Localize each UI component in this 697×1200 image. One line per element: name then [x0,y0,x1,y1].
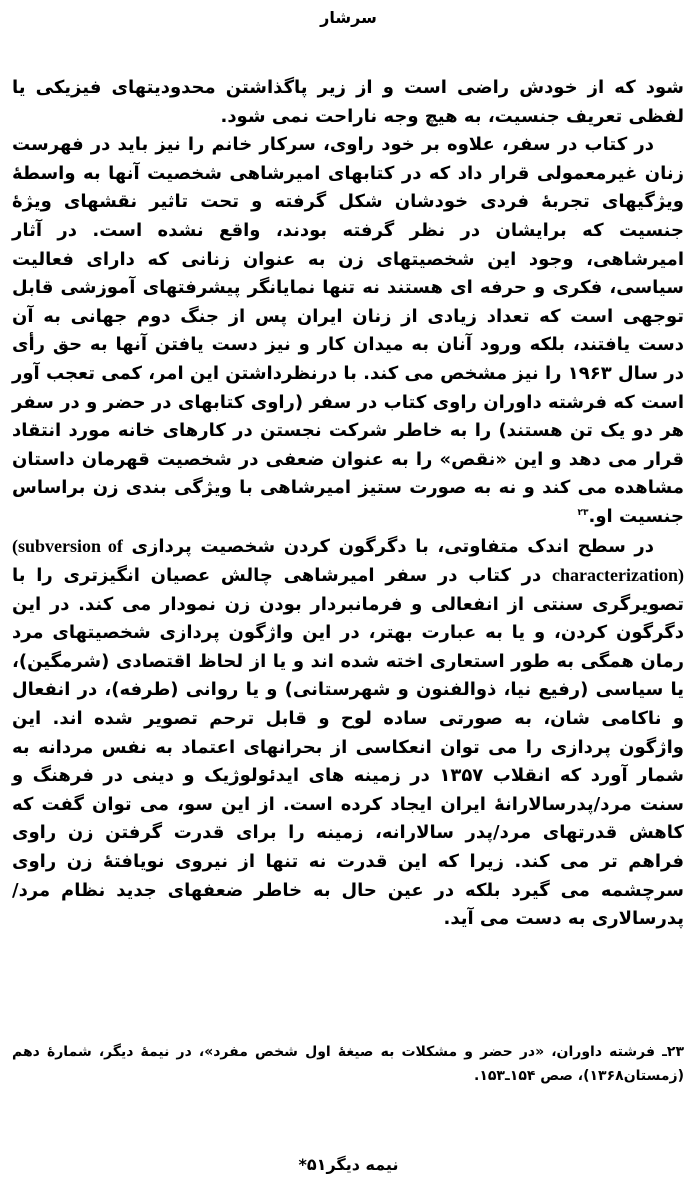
paragraph-1-text: شود که از خودش راضی است و از زیر پاگذاشتن محدودیتهای فیزیکی یا لفظی تعریف جنسیت، به هیچ وجه ناراحت نمی شود. [12,77,684,127]
footnote-23: ۲۳ـ فرشته داوران، «در حضر و مشکلات به صیغهٔ اول شخص مفرد»، در نیمهٔ دیگر، شمارهٔ دهم (زمستان۱۳۶۸)، صص ۱۵۴ـ۱۵۳. [12,1044,684,1084]
paragraph-2-text: در کتاب در سفر، علاوه بر خود راوی، سرکار خانم را نیز باید در فهرست زنان غیرمعمولی قرار داد که در کتابهای امیرشاهی شخصیت آنها به واسطهٔ ویژگیهای تجربهٔ فردی خودشان شکل گرفته و تحت تاثیر نقشهای ویژهٔ جنسیت که برایشان در نظر گرفته بودند، واقع نشده است. در آثار امیرشاهی، وجود این شخصیتهای زن به عنوان زنانی که دارای فعالیت سیاسی، فکری و حرفه ای هستند نه تنها نمایانگر پیشرفتهای آموزشی قابل توجهی است که تعداد زیادی از زنان ایران پس از جنگ دوم جهانی به آن دست یافتند، بلکه ورود آنان به میدان کار و نیز دست یافتن آنها به حق رأی در سال ۱۹۶۳ را نیز مشخص می کند. با درنظرداشتن این امر، کمی تعجب آور است که فرشته داوران راوی کتاب در سفر (راوی کتابهای در حضر و در سفر هر دو یک تن هستند) را به خاطر شرکت نجستن در کارهای خانه مورد انتقاد قرار می دهد و این «نقص» را به عنوان ضعفی در شخصیت قهرمان داستان مشاهده می کند و نه به صورت ستیز امیرشاهی با ویژگی بندی زن براساس جنسیت او. [12,134,684,527]
page-footer: نیمه دیگر۵۱* [298,1155,399,1174]
paragraph-3-text-before: در سطح اندک متفاوتی، با دگرگون کردن شخصیت پردازی [131,535,654,557]
running-header: سرشار [320,8,377,27]
paragraph-3 [12,532,684,934]
paragraph-2 [12,131,684,531]
footnote-reference[interactable]: ۲۳ [577,507,589,518]
paragraph-3-text-after: در کتاب در سفر امیرشاهی چالش عصیان انگیزتری را با تصویرگری سنتی از انفعالی و فرمانبردار بودن زن نمودار می کند. در این دگرگون کردن، و یا به عبارت بهتر، در این واژگون پردازی شخصیتهای مرد رمان همگی به طور استعاری اخته شده اند و یا از لحاظ اقتصادی (شرمگین)، یا سیاسی (رفیع نیا، ذوالفنون و شهرستانی) و یا روانی (طرفه)، در انفعال و ناکامی شان، به صورتی ساده لوح و قابل ترحم تصویر شده اند. این واژگون پردازی را می توان انعکاسی از بحرانهای اعتماد به نفس مردانه به شمار آورد که انقلاب ۱۳۵۷ در زمینه های ایدئولوژیک و دینی در فرهنگ و سنت مرد/پدرسالارانهٔ ایران ایجاد کرده است. از این سو، می توان گفت که کاهش قدرتهای مرد/پدر سالارانه، زمینه را برای قدرت گرفتن زن راوی فراهم تر می کند. زیرا که این قدرت نه تنها از نیروی نویافتهٔ زن راوی سرچشمه می گیرد بلکه در عین حال به خاطر ضعفهای جدید نظام مرد/پدرسالاری به دست می آید. [12,565,685,930]
footnotes [12,1040,684,1088]
paragraph-1 [12,74,684,131]
paragraph-3-latin-term: (subversion of characterization) [12,535,684,586]
body-text [12,74,684,934]
